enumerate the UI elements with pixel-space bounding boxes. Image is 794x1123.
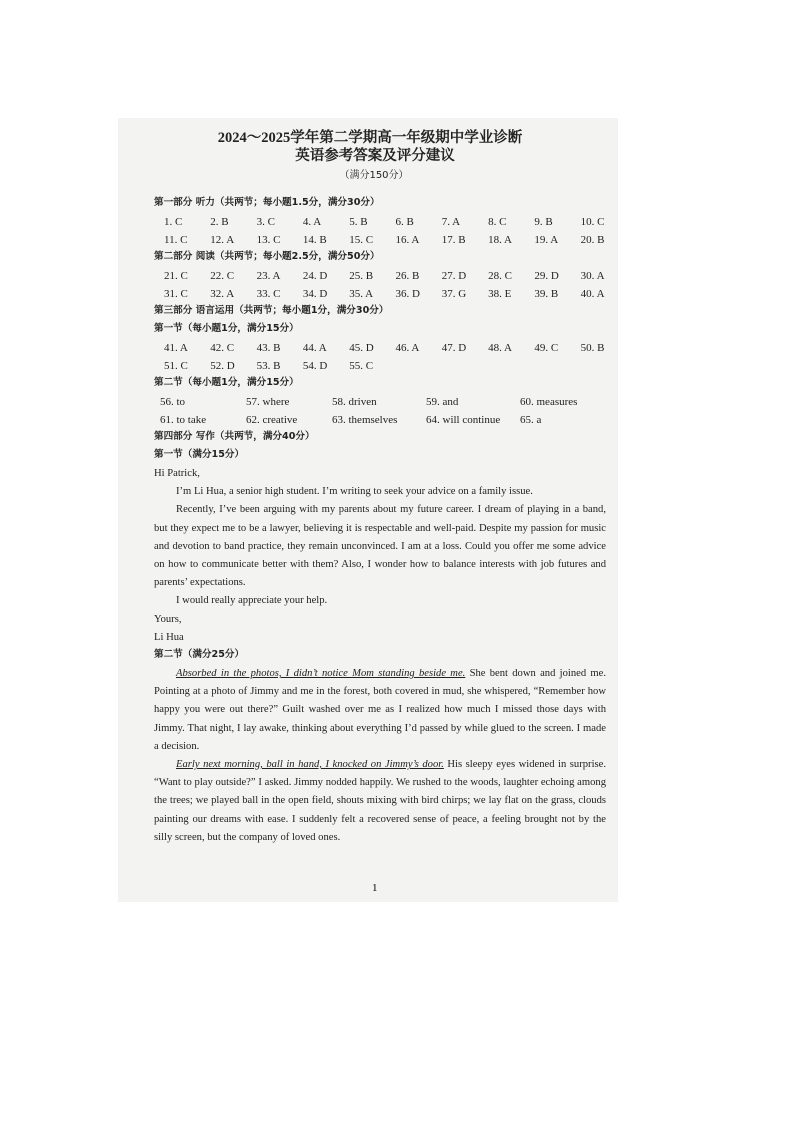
answer-item: 37. G <box>441 288 467 300</box>
answer-item: 20. B <box>580 234 605 246</box>
document-title: 2024～2025学年第二学期高一年级期中学业诊断 <box>217 130 523 146</box>
answer-item: 63. themselves <box>332 414 398 426</box>
answer-item: 5. B <box>349 216 368 228</box>
page-number: 1 <box>372 882 378 894</box>
part1-heading: 第一部分 听力（共两节；每小题1.5分，满分30分） <box>154 197 380 208</box>
story-paragraph <box>154 665 606 756</box>
answer-item: 26. B <box>395 270 420 282</box>
answer-item: 46. A <box>395 342 420 354</box>
part3-heading: 第三部分 语言运用（共两节；每小题1分，满分30分） <box>154 305 389 316</box>
answer-item: 36. D <box>395 288 420 300</box>
answer-item: 62. creative <box>246 414 298 426</box>
answer-item: 51. C <box>164 360 188 372</box>
answer-item: 13. C <box>256 234 281 246</box>
answer-item: 56. to <box>160 396 186 408</box>
document-subtitle: 英语参考答案及评分建议 <box>295 148 455 164</box>
answer-item: 6. B <box>395 216 414 228</box>
answer-item: 39. B <box>534 288 559 300</box>
answer-item: 53. B <box>256 360 281 372</box>
answer-item: 17. B <box>441 234 466 246</box>
given-sentence: Absorbed in the photos, I didn’t notice Mom standing beside me. <box>176 668 466 680</box>
answer-item: 35. A <box>349 288 374 300</box>
letter-paragraph: I would really appreciate your help. <box>176 595 328 607</box>
answer-item: 30. A <box>580 270 605 282</box>
answer-item: 43. B <box>256 342 281 354</box>
answer-item: 57. where <box>246 396 290 408</box>
part2-answers <box>154 267 606 303</box>
story-text: She bent down and joined me. Pointing at a photo of Jimmy and me in the forest, both covered in mud, she whispered, “Remember how happy you were out there?” Guilt washed over me as I realized how much I missed those days with Jimmy. That night, I lay awake, thinking about everything I’d passed by while glued to the screen. I made a decision. <box>154 668 606 752</box>
answer-item: 60. measures <box>520 396 578 408</box>
answer-item: 61. to take <box>160 414 207 426</box>
answer-item: 48. A <box>488 342 512 354</box>
letter-answer <box>154 465 606 647</box>
answer-item: 59. and <box>426 396 459 408</box>
answer-item: 16. A <box>395 234 420 246</box>
part3-section2-answers <box>154 393 606 429</box>
full-mark-note: （满分150分） <box>339 170 409 181</box>
answer-item: 12. A <box>210 234 235 246</box>
answer-item: 23. A <box>256 270 281 282</box>
answer-item: 8. C <box>488 216 507 228</box>
part3-section2-heading: 第二节（每小题1分，满分15分） <box>154 377 299 388</box>
story-text: His sleepy eyes widened in surprise. “Want to play outside?” I asked. Jimmy nodded happily. We rushed to the woods, laughter echoing among the trees; we played ball in the open field, shouts mixing with bird chirps; we lay flat on the grass, clouds painting our dreams with ease. I suddenly felt a recovered sense of peace, a feeling brought not by the silly screen, but the company of loved ones. <box>154 759 607 843</box>
answer-item: 42. C <box>210 342 235 354</box>
answer-item: 28. C <box>488 270 512 282</box>
answer-item: 15. C <box>349 234 374 246</box>
answer-item: 22. C <box>210 270 235 282</box>
answer-item: 11. C <box>164 234 188 246</box>
answer-item: 27. D <box>441 270 467 282</box>
answer-item: 64. will continue <box>426 414 501 426</box>
answer-item: 1. C <box>164 216 183 228</box>
answer-item: 44. A <box>302 342 327 354</box>
answer-sheet-page <box>118 118 618 902</box>
given-sentence: Early next morning, ball in hand, I knocked on Jimmy’s door. <box>176 759 444 771</box>
letter-paragraph: I’m Li Hua, a senior high student. I’m writing to seek your advice on a family issue. <box>176 486 533 498</box>
answer-item: 40. A <box>580 288 605 300</box>
answer-item: 9. B <box>534 216 553 228</box>
letter-greeting: Hi Patrick, <box>154 468 200 479</box>
answer-item: 54. D <box>302 360 328 372</box>
answer-item: 34. D <box>302 288 328 300</box>
answer-item: 4. A <box>302 216 322 228</box>
part2-heading: 第二部分 阅读（共两节；每小题2.5分，满分50分） <box>154 251 380 262</box>
answer-item: 55. C <box>349 360 374 372</box>
part4-section1-heading: 第一节（满分15分） <box>154 449 245 460</box>
answer-item: 65. a <box>520 414 542 426</box>
answer-item: 2. B <box>210 216 229 228</box>
answer-item: 19. A <box>534 234 559 246</box>
part4-heading: 第四部分 写作（共两节，满分40分） <box>154 431 315 442</box>
part1-answers <box>154 213 606 249</box>
letter-closing: Yours, <box>154 613 182 625</box>
answer-item: 14. B <box>302 234 327 246</box>
answer-item: 47. D <box>441 342 467 354</box>
answer-item: 24. D <box>302 270 328 282</box>
answer-item: 21. C <box>164 270 188 282</box>
story-paragraph <box>154 756 606 847</box>
answer-item: 32. A <box>210 288 235 300</box>
answer-item: 3. C <box>256 216 275 228</box>
answer-item: 52. D <box>210 360 235 372</box>
answer-item: 38. E <box>488 288 512 300</box>
part3-section1-answers <box>154 339 606 375</box>
part4-section2-heading: 第二节（满分25分） <box>154 649 245 661</box>
story-answer <box>154 665 606 847</box>
answer-item: 31. C <box>164 288 188 300</box>
letter-paragraph: Recently, I’ve been arguing with my parents about my future career. I dream of playing in a band, but they expect me to be a lawyer, believing it is respectable and well-paid. Despite my passion for music and devotion to band practice, they remain unconvinced. I am at a loss. Could you offer me some advice on how to communicate better with them? Also, I wonder how to balance interests with job futures and parents’ expectations. <box>154 504 606 589</box>
answer-item: 58. driven <box>332 396 377 408</box>
answer-item: 50. B <box>580 342 605 354</box>
part3-section1-heading: 第一节（每小题1分，满分15分） <box>154 323 299 334</box>
letter-signature: Li Hua <box>154 631 184 643</box>
answer-item: 49. C <box>534 342 559 354</box>
answer-item: 18. A <box>488 234 512 246</box>
answer-item: 45. D <box>349 342 374 354</box>
answer-item: 25. B <box>349 270 374 282</box>
answer-item: 29. D <box>534 270 559 282</box>
answer-item: 10. C <box>580 216 605 228</box>
answer-item: 41. A <box>164 342 188 354</box>
answer-item: 33. C <box>256 288 281 300</box>
answer-item: 7. A <box>441 216 461 228</box>
